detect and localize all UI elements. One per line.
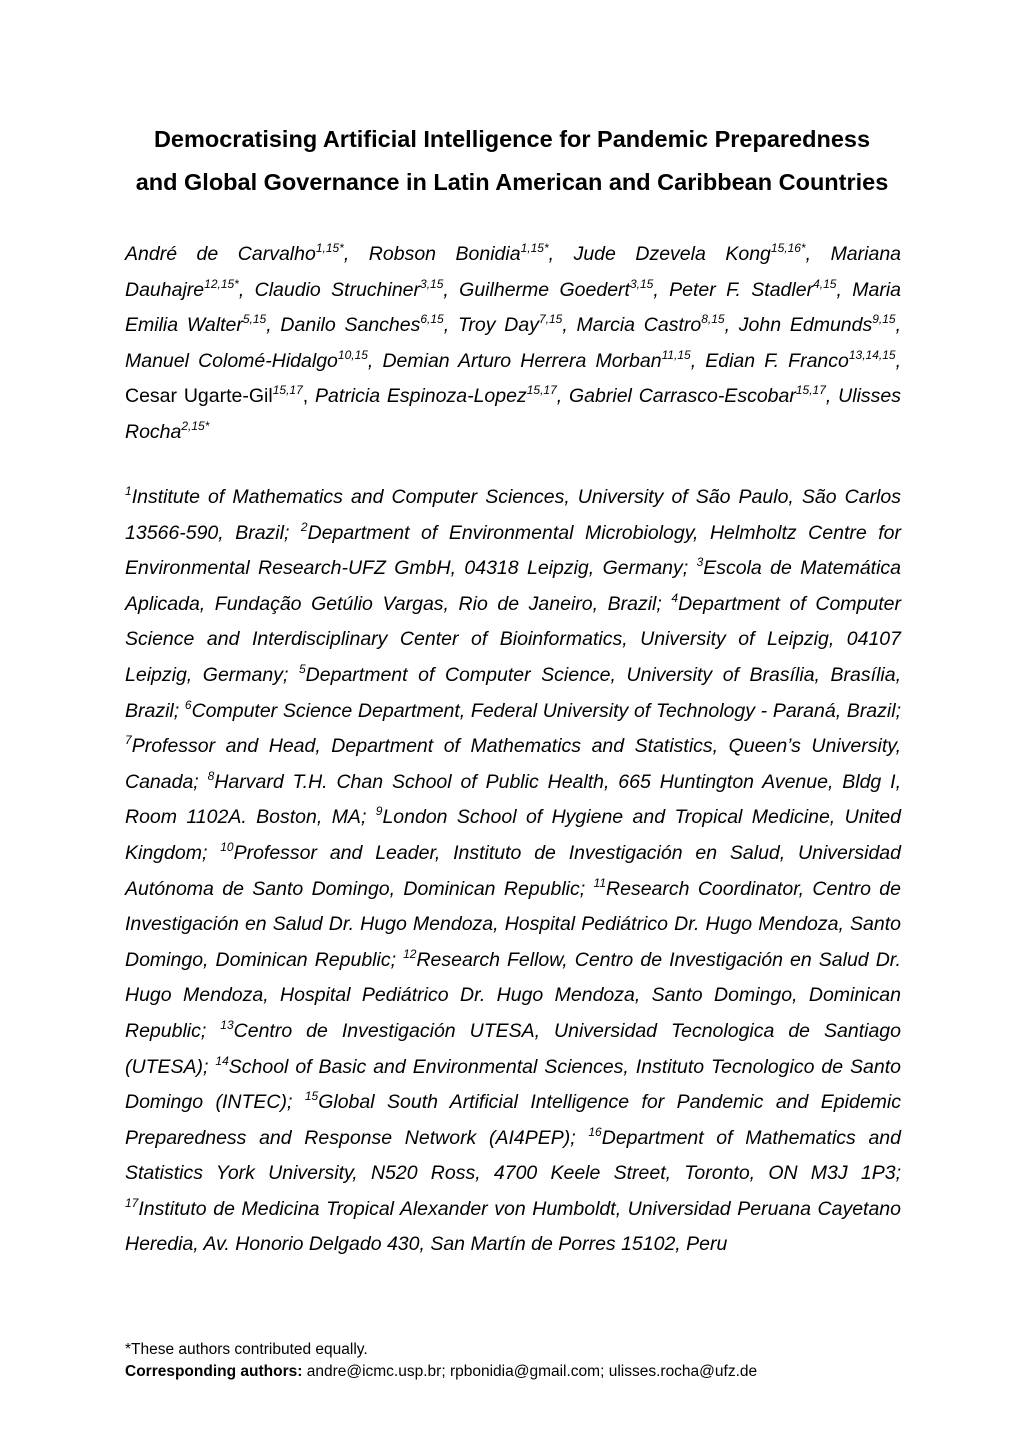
author-entry <box>369 243 574 265</box>
affiliation-entry <box>184 697 901 722</box>
affiliation-text: Department of Computer Science and Interdisciplinary Center of Bioinformatics, University of Leipzig, 04107 Leipzig, Germany; <box>125 592 902 686</box>
author-separator: , <box>805 243 831 265</box>
affiliation-text: Research Coordinator, Centro de Investigación en Salud Dr. Hugo Mendoza, Hospital Pediátrico Dr. Hugo Mendoza, Santo Domingo, Dominican Republic; <box>125 877 901 971</box>
affiliation-number: 15 <box>304 1089 319 1104</box>
author-separator: , <box>895 349 901 372</box>
author-entry <box>280 314 458 336</box>
author-entry <box>577 314 739 336</box>
affiliation-number: 16 <box>588 1124 602 1139</box>
author-separator: , <box>343 243 369 265</box>
author-affiliation-marker: 12,15* <box>204 276 239 291</box>
author-separator: , <box>548 243 574 265</box>
author-affiliation-marker: 11,15 <box>661 347 691 362</box>
author-name: Guilherme Goedert <box>459 278 630 301</box>
paper-title <box>100 118 924 204</box>
affiliation-number: 9 <box>375 804 383 819</box>
author-entry <box>705 347 901 372</box>
author-affiliation-marker: 1,15* <box>315 241 344 255</box>
author-name: André de Carvalho <box>125 243 316 265</box>
affiliation-text: Escola de Matemática Aplicada, Fundação Getúlio Vargas, Rio de Janeiro, Brazil; <box>125 557 902 615</box>
affiliation-text: London School of Hygiene and Tropical Medicine, United Kingdom; <box>125 806 901 864</box>
affiliation-number: 3 <box>696 555 704 570</box>
author-entry <box>739 314 901 336</box>
author-affiliation-marker: 6,15 <box>420 312 444 326</box>
author-name: John Edmunds <box>738 314 873 336</box>
affiliation-text: Professor and Leader, Instituto de Investigación en Salud, Universidad Autónoma de Santo Domingo, Dominican Republic; <box>125 841 901 900</box>
author-affiliation-marker: 15,17 <box>795 383 826 397</box>
affiliation-text: Instituto de Medicina Tropical Alexander von Humboldt, Universidad Peruana Cayetano Heredia, Av. Honorio Delgado 430, San Martín de Porres 15102, Peru <box>125 1197 901 1256</box>
author-name: Robson Bonidia <box>368 243 521 265</box>
author-entry <box>125 385 315 407</box>
affiliation-text: Department of Computer Science, University of Brasília, Brasília, Brazil; <box>125 663 901 722</box>
author-name: Cesar Ugarte-Gil <box>125 385 273 407</box>
affiliation-text: Department of Mathematics and Statistics York University, N520 Ross, 4700 Keele Street, Toronto, ON M3J 1P3; <box>125 1126 901 1185</box>
author-name: Danilo Sanches <box>280 314 421 336</box>
author-separator: , <box>653 278 670 301</box>
affiliation-text: Centro de Investigación UTESA, Universidad Tecnologica de Santiago (UTESA); <box>125 1019 901 1078</box>
author-affiliation-marker: 7,15 <box>538 312 563 326</box>
affiliation-entry <box>125 1195 901 1256</box>
author-affiliation-marker: 15,17 <box>272 383 303 397</box>
author-name: Peter F. Stadler <box>669 278 814 301</box>
author-name: Demian Arturo Herrera Morban <box>382 349 662 372</box>
author-affiliation-marker: 3,15 <box>420 276 444 291</box>
equal-contribution-note: *These authors contributed equally. <box>125 1341 368 1358</box>
affiliation-number: 11 <box>593 875 607 890</box>
affiliation-text: Department of Environmental Microbiology, Helmholtz Centre for Environmental Research-UFZ GmbH, 04318 Leipzig, Germany; <box>125 521 901 580</box>
author-separator: , <box>556 385 570 407</box>
author-name: Gabriel Carrasco-Escobar <box>569 385 796 407</box>
affiliation-number: 14 <box>215 1053 229 1068</box>
affiliation-text: School of Basic and Environmental Sciences, Instituto Tecnologico de Santo Domingo (INTEC); <box>125 1055 901 1114</box>
author-name: Edian F. Franco <box>705 349 849 372</box>
affiliation-number: 12 <box>403 946 417 961</box>
affiliation-number: 8 <box>207 768 215 783</box>
author-affiliation-marker: 10,15 <box>337 347 368 362</box>
author-entry <box>458 314 577 336</box>
affiliation-number: 13 <box>220 1017 234 1032</box>
author-separator: , <box>895 314 902 336</box>
author-affiliation-marker: 2,15* <box>181 418 210 433</box>
author-name: Patricia Espinoza-Lopez <box>315 385 527 407</box>
affiliation-text: Computer Science Department, Federal University of Technology - Paraná, Brazil; <box>191 699 901 722</box>
affiliation-text: Institute of Mathematics and Computer Sciences, University of São Paulo, São Carlos 13566-590, Brazil; <box>125 486 901 544</box>
affiliation-number: 7 <box>125 733 132 748</box>
author-affiliation-marker: 5,15 <box>242 312 267 326</box>
author-name: Manuel Colomé-Hidalgo <box>125 349 338 372</box>
author-name: Claudio Struchiner <box>254 278 421 301</box>
email-link[interactable]: rpbonidia@gmail.com <box>449 1363 601 1380</box>
author-separator: , <box>825 385 839 407</box>
email-link[interactable]: andre@icmc.usp.br <box>306 1363 442 1380</box>
author-separator: , <box>266 314 281 336</box>
affiliation-number: 4 <box>671 590 679 605</box>
author-affiliation-marker: 4,15 <box>813 276 837 291</box>
author-separator: , <box>836 278 853 301</box>
affiliation-text: Harvard T.H. Chan School of Public Health, 665 Huntington Avenue, Bldg I, Room 1102A. Boston, MA; <box>125 770 901 829</box>
author-name: Maria Emilia Walter <box>125 278 901 336</box>
author-name: Troy Day <box>457 314 539 336</box>
corresponding-authors <box>125 1362 757 1382</box>
author-separator: , <box>238 278 255 301</box>
author-name: Jude Dzevela Kong <box>573 243 771 265</box>
author-entry <box>574 243 831 265</box>
affiliation-number: 17 <box>125 1195 139 1210</box>
author-affiliation-marker: 9,15 <box>872 312 896 326</box>
affiliation-number: 6 <box>184 697 192 712</box>
author-entry <box>315 385 569 407</box>
affiliation-text: Global South Artificial Intelligence for Pandemic and Epidemic Preparedness and Response Network (AI4PEP); <box>125 1091 901 1149</box>
author-affiliation-marker: 13,14,15 <box>848 347 896 362</box>
author-affiliation-marker: 15,16* <box>770 241 806 255</box>
author-entry <box>459 276 670 301</box>
author-name: Marcia Castro <box>576 314 702 336</box>
corresponding-emails: andre@icmc.usp.br; rpbonidia@gmail.com; ulisses.rocha@ufz.de <box>306 1363 758 1380</box>
author-list <box>125 237 901 450</box>
author-entry <box>569 385 838 407</box>
affiliation-text: Research Fellow, Centro de Investigación en Salud Dr. Hugo Mendoza, Hospital Pediátrico Dr. Hugo Mendoza, Santo Domingo, Dominican Republic; <box>125 948 901 1042</box>
affiliation-number: 10 <box>220 839 234 854</box>
email-link[interactable]: ulisses.rocha@ufz.de <box>608 1363 758 1380</box>
author-separator: , <box>367 349 383 372</box>
author-separator: , <box>724 314 739 336</box>
affiliation-number: 2 <box>300 519 308 534</box>
affiliation-number: 1 <box>125 484 132 498</box>
author-affiliation-marker: 3,15 <box>629 276 654 291</box>
author-entry <box>125 347 383 372</box>
corresponding-authors-label: Corresponding authors: <box>125 1363 303 1380</box>
author-affiliation-marker: 8,15 <box>701 312 725 326</box>
author-separator: , <box>562 314 577 336</box>
author-affiliation-marker: 1,15* <box>520 241 549 255</box>
title-line-1: Democratising Artificial Intelligence for Pandemic Preparedness <box>153 126 871 152</box>
author-entry <box>669 276 853 301</box>
title-line-2: and Global Governance in Latin American and Caribbean Countries <box>135 169 889 195</box>
author-separator: , <box>302 385 316 407</box>
affiliation-text: Professor and Head, Department of Mathematics and Statistics, Queen’s University, Canada; <box>125 735 901 793</box>
author-separator: , <box>690 349 706 372</box>
affiliation-number: 5 <box>298 661 306 676</box>
author-entry <box>125 243 369 265</box>
author-entry <box>254 276 460 301</box>
author-name: Mariana Dauhajre <box>125 243 902 301</box>
author-name: Ulisses Rocha <box>125 385 901 443</box>
author-separator: , <box>443 314 458 336</box>
author-entry <box>382 347 706 372</box>
affiliation-list <box>125 480 901 1263</box>
author-affiliation-marker: 15,17 <box>526 383 557 397</box>
author-separator: , <box>443 278 460 301</box>
